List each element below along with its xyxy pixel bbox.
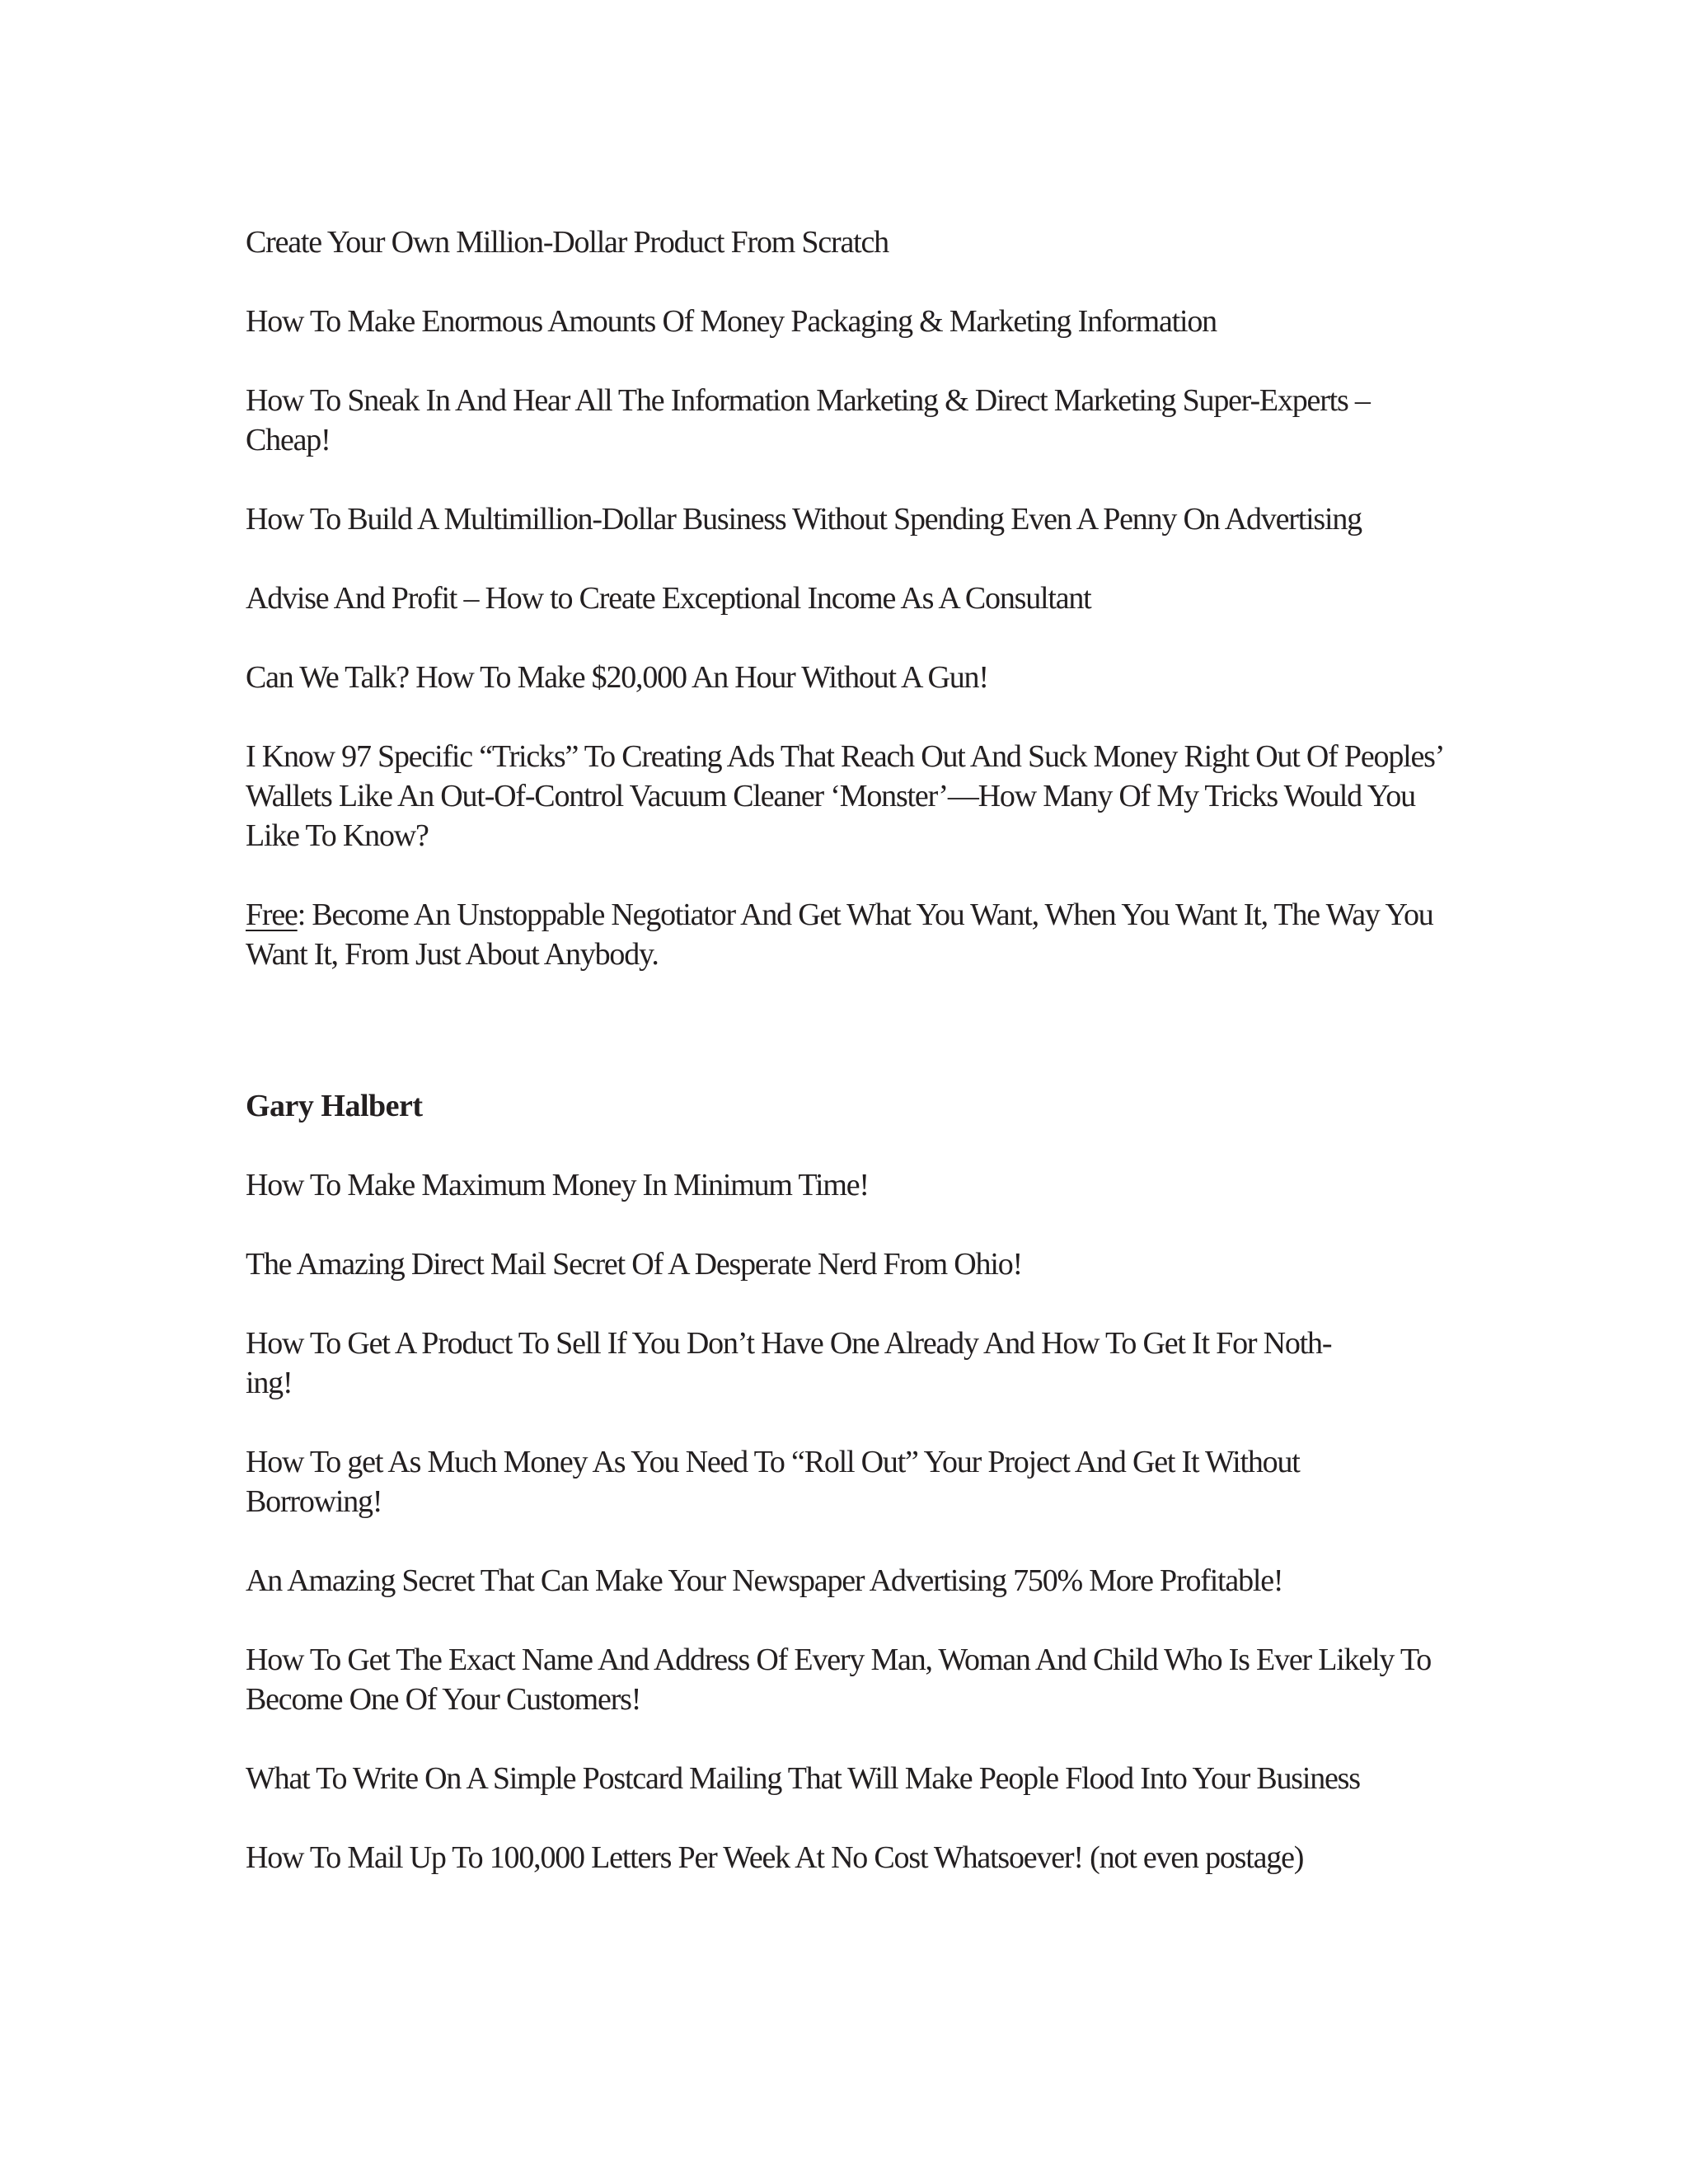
list-item: How To get As Much Money As You Need To “Roll Out” Your Project And Get It Without Borrowing! (246, 1445, 1300, 1519)
kennedy-title-list (246, 223, 1442, 1014)
free-negotiator-item (246, 895, 1442, 974)
list-item: The Amazing Direct Mail Secret Of A Desperate Nerd From Ohio! (246, 1247, 1022, 1282)
list-item: How To Mail Up To 100,000 Letters Per Week At No Cost Whatsoever! (not even postage) (246, 1840, 1304, 1875)
list-item: Can We Talk? How To Make $20,000 An Hour Without A Gun! (246, 660, 988, 695)
list-item: How To Make Enormous Amounts Of Money Packaging & Marketing Information (246, 304, 1217, 339)
author-heading: Gary Halbert (246, 1089, 423, 1123)
list-item: An Amazing Secret That Can Make Your Newspaper Advertising 750% More Profitable! (246, 1563, 1283, 1598)
list-item-line: ing! (246, 1366, 293, 1400)
list-item (246, 1324, 1442, 1403)
list-item: What To Write On A Simple Postcard Mailing That Will Make People Flood Into Your Business (246, 1761, 1360, 1796)
list-item: How To Make Maximum Money In Minimum Time! (246, 1168, 869, 1202)
document-page (246, 0, 1442, 2184)
list-item: Advise And Profit – How to Create Exceptional Income As A Consultant (246, 581, 1091, 616)
list-item: How To Build A Multimillion-Dollar Business Without Spending Even A Penny On Advertising (246, 502, 1362, 537)
halbert-title-list (246, 1086, 1442, 1917)
list-item: How To Sneak In And Hear All The Information Marketing & Direct Marketing Super-Experts – Cheap! (246, 383, 1370, 457)
list-item: How To Get The Exact Name And Address Of Every Man, Woman And Child Who Is Ever Likely To Become One Of Your Customers! (246, 1643, 1432, 1717)
free-label: Free (246, 898, 298, 932)
list-item: I Know 97 Specific “Tricks” To Creating Ads That Reach Out And Suck Money Right Out Of Peoples’ Wallets Like An Out-Of-Control Vacuum Cleaner ‘Monster’—How Many Of My Tricks Would You Like To Know? (246, 739, 1442, 853)
list-item: Create Your Own Million-Dollar Product From Scratch (246, 225, 889, 260)
list-item-line: How To Get A Product To Sell If You Don’t Have One Already And How To Get It For Noth- (246, 1326, 1332, 1361)
free-item-text: : Become An Unstoppable Negotiator And Get What You Want, When You Want It, The Way You Want It, From Just About Anybody. (246, 898, 1433, 972)
